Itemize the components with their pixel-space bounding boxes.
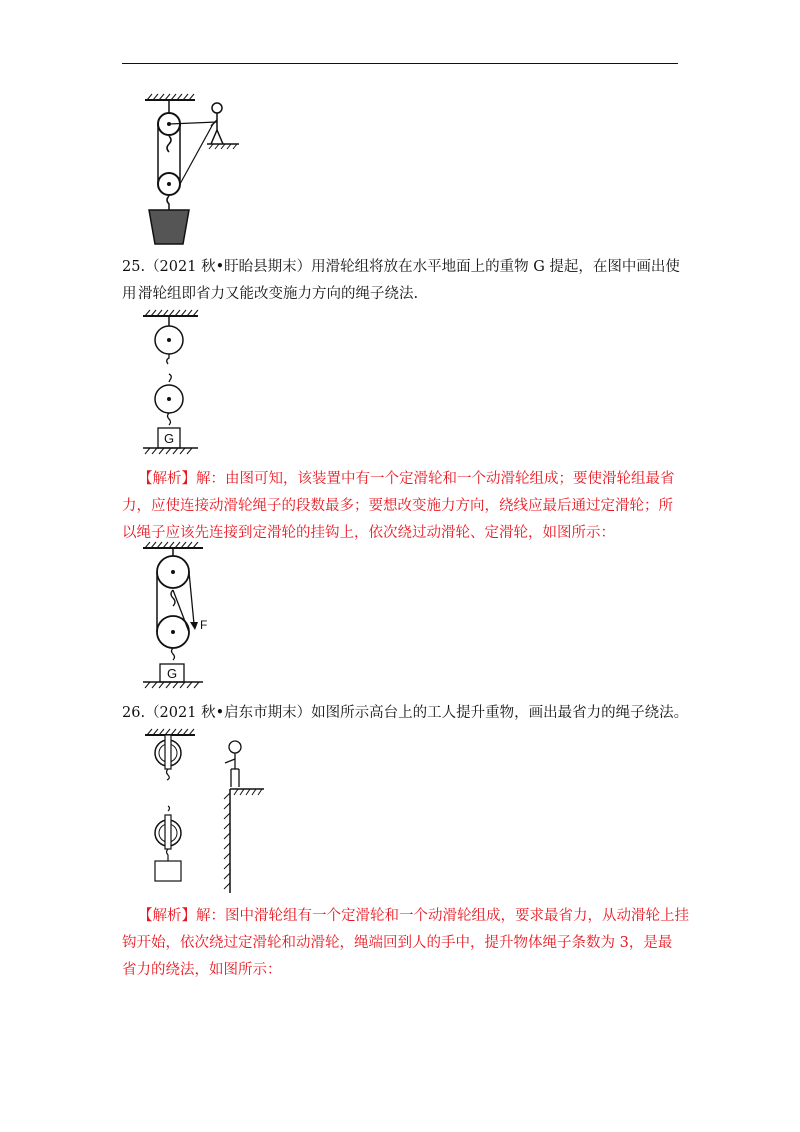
- answer-26-line2: 钩开始，依次绕过定滑轮和动滑轮，绳端回到人的手中，提升物体绳子条数为 3，是最: [122, 935, 673, 951]
- answer-26-line1: [138, 903, 690, 930]
- pulley-answer-figure-25: [138, 540, 228, 690]
- answer-25-line1: [138, 466, 690, 493]
- question-number: 26.: [122, 705, 146, 721]
- pulley-figure-question-25: [138, 306, 208, 456]
- answer-text: 解：图中滑轮组有一个定滑轮和一个动滑轮组成，要求最省力，从动滑轮上挂: [196, 908, 689, 924]
- question-text: 用滑轮组将放在水平地面上的重物 G 提起，在图中画出使用: [122, 259, 680, 302]
- header-rule: [122, 63, 678, 64]
- question-25-line2: 滑轮组即省力又能改变施力方向的绳子绕法.: [138, 286, 419, 302]
- question-source: （2021 秋•盱眙县期末）: [145, 259, 312, 275]
- answer-text: 解：由图可知，该装置中有一个定滑轮和一个动滑轮组成；要使滑轮组最省: [196, 471, 675, 487]
- answer-25-line2: 力，应使连接动滑轮绳子的段数最多；要想改变施力方向，绕线应最后通过定滑轮；所: [122, 498, 673, 514]
- answer-26-line3: 省力的绕法，如图所示：: [122, 962, 282, 978]
- question-text: 如图所示高台上的工人提升重物，画出最省力的绳子绕法。: [311, 705, 689, 721]
- force-label: F: [200, 618, 208, 632]
- pulley-figure-previous-answer: [135, 92, 255, 252]
- question-number: 25.: [122, 259, 146, 275]
- pulley-figure-question-26: [140, 727, 270, 895]
- question-source: （2021 秋•启东市期末）: [145, 705, 312, 721]
- answer-tag: 【解析】: [138, 471, 196, 487]
- question-26-line1: [122, 700, 690, 727]
- weight-label: G: [163, 431, 175, 446]
- answer-25-line3: 以绳子应该先连接到定滑轮的挂钩上，依次绕过动滑轮、定滑轮，如图所示：: [122, 525, 615, 541]
- weight-label: G: [166, 666, 178, 681]
- answer-tag: 【解析】: [138, 908, 196, 924]
